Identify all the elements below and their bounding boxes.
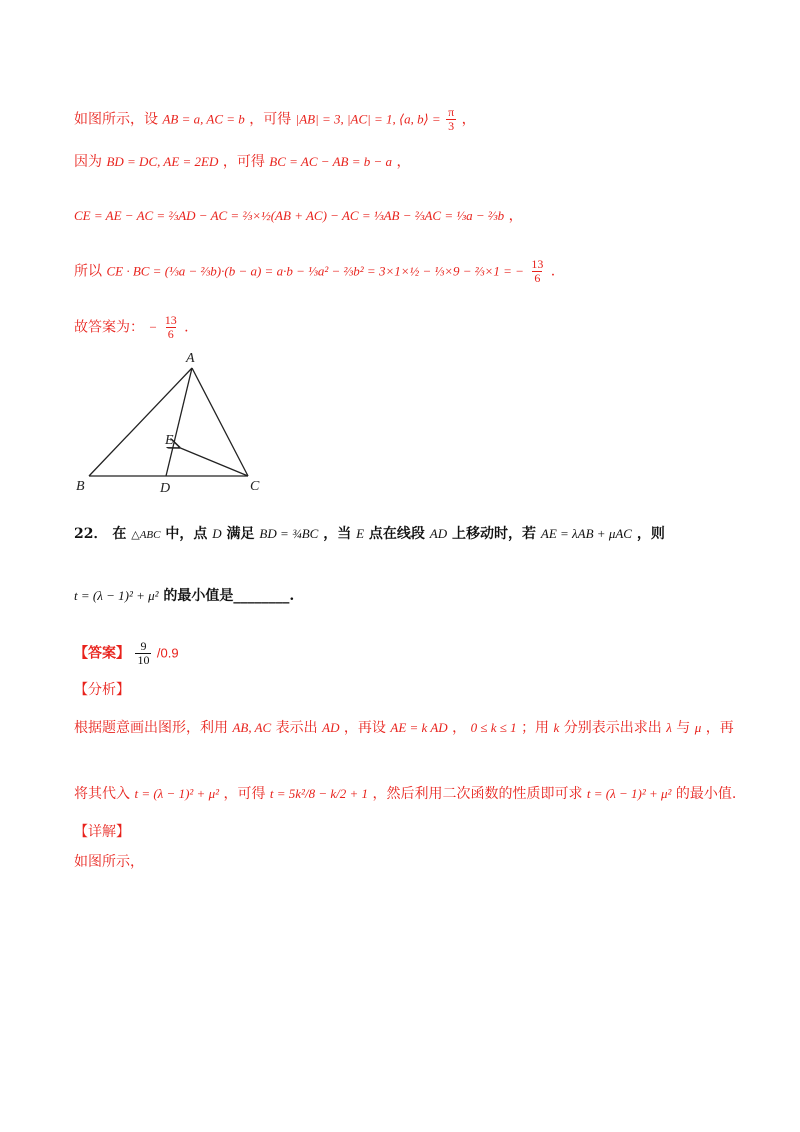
answer-tag: 【答案】 — [74, 645, 130, 662]
text: 中，点 — [165, 526, 208, 542]
text: ；用 — [521, 720, 550, 736]
solution-line-4 — [74, 258, 555, 285]
math-expression: AE = k AD — [390, 720, 448, 735]
math-expression: t = 5k²/8 − k/2 + 1 — [269, 786, 368, 801]
text: 的最小值. — [675, 786, 737, 802]
math-expression: t = (λ − 1)² + μ² — [586, 786, 672, 801]
side-ab — [89, 368, 192, 476]
vector-ce — [178, 447, 248, 476]
analysis-line-2 — [74, 784, 736, 804]
math-expression: BC = AC − AB = b − a — [269, 154, 393, 169]
side-ac — [192, 368, 248, 476]
analysis-heading — [74, 680, 130, 700]
math-expression: AE = λAB + μAC — [540, 526, 632, 541]
detail-line-1 — [74, 852, 144, 872]
math-expression: t = (λ − 1)² + μ² — [74, 588, 159, 603]
math-expression: |AB| = 3, |AC| = 1, ⟨a, b⟩ = — [295, 111, 441, 127]
fraction: $\frac{\pi}{3}$ — [448, 105, 455, 133]
analysis-line-1 — [74, 718, 734, 738]
math-expression: CE = AE − AC = ⅔AD − AC = ⅔×½(AB + AC) − AC = ⅓AB − ⅔AC = ⅓a − ⅔b — [74, 208, 505, 223]
text: 根据题意画出图形，利用 — [74, 720, 228, 736]
triangle-figure — [70, 346, 280, 496]
text: 如图所示， — [74, 854, 144, 870]
text: 故答案为： — [74, 319, 144, 336]
label-b: B — [76, 479, 85, 494]
text: ， — [396, 154, 411, 170]
text: 满足 — [226, 526, 255, 542]
text: ，再 — [705, 720, 734, 736]
text: 分别表示出求出 — [563, 720, 662, 736]
text: ， — [508, 208, 523, 224]
text: 上移动时，若 — [452, 526, 537, 542]
label-d: D — [160, 481, 171, 496]
solution-line-5 — [74, 314, 189, 341]
text: ，当 — [323, 526, 352, 542]
answer-line — [74, 640, 179, 667]
math-expression: μ — [694, 720, 702, 735]
math-expression: BD = DC, AE = 2ED — [106, 154, 219, 169]
text: ， — [461, 111, 476, 128]
label-c: C — [250, 479, 260, 494]
math-expression: AB = a, AC = b — [162, 111, 245, 127]
math-expression: CE · BC = (⅓a − ⅔b)·(b − a) = a·b − ⅓a² − ⅔b² = 3×1×½ − ⅓×9 − ⅔×1 = − — [106, 263, 524, 279]
text: ，则 — [636, 526, 665, 542]
math-sign: − — [148, 319, 158, 335]
segment-ad — [166, 368, 192, 476]
math-expression: AD — [322, 720, 340, 735]
text: 点在线段 — [368, 526, 425, 542]
question-22-line-2 — [74, 586, 294, 606]
math-expression: k — [553, 720, 560, 735]
text: ，可得 — [223, 786, 266, 802]
text: 所以 — [74, 263, 102, 280]
text: 在 — [112, 526, 127, 542]
fraction: $\frac{13}{6}$ — [531, 257, 544, 285]
detail-tag: 【详解】 — [74, 824, 130, 840]
text: ， — [452, 720, 467, 736]
text: ，可得 — [222, 154, 265, 170]
text: 因为 — [74, 154, 102, 170]
answer-fraction: $\frac{9}{10}$ — [137, 639, 150, 667]
text: . — [550, 263, 556, 280]
text: . — [184, 319, 189, 336]
math-expression: λ — [666, 720, 672, 735]
text: 如图所示，设 — [74, 111, 158, 128]
math-expression: AD — [429, 526, 448, 541]
solution-line-3 — [74, 206, 523, 226]
math-expression: t = (λ − 1)² + μ² — [134, 786, 219, 801]
math-expression: BD = ¾BC — [259, 526, 319, 541]
text: 与 — [676, 720, 691, 736]
analysis-tag: 【分析】 — [74, 682, 130, 698]
text: ，然后利用二次函数的性质即可求 — [372, 786, 583, 802]
question-22-line-1 — [74, 524, 665, 545]
text: 表示出 — [275, 720, 318, 736]
math-expression: AB, AC — [232, 720, 272, 735]
detail-heading — [74, 822, 130, 842]
text: 将其代入 — [74, 786, 130, 802]
text: ，可得 — [249, 111, 292, 128]
question-number: 22． — [74, 526, 108, 542]
math-expression: 0 ≤ k ≤ 1 — [470, 720, 517, 735]
solution-line-2 — [74, 152, 410, 172]
fraction: $\frac{13}{6}$ — [164, 313, 177, 341]
label-e: E — [165, 433, 174, 448]
math-expression: D — [212, 526, 222, 541]
answer-decimal: /0.9 — [156, 645, 179, 661]
label-a: A — [186, 351, 195, 366]
solution-line-1 — [74, 106, 476, 133]
text: 的最小值是________. — [163, 588, 295, 604]
math-expression: E — [356, 526, 365, 541]
text: ，再设 — [343, 720, 386, 736]
math-expression: △ABC — [131, 529, 161, 541]
